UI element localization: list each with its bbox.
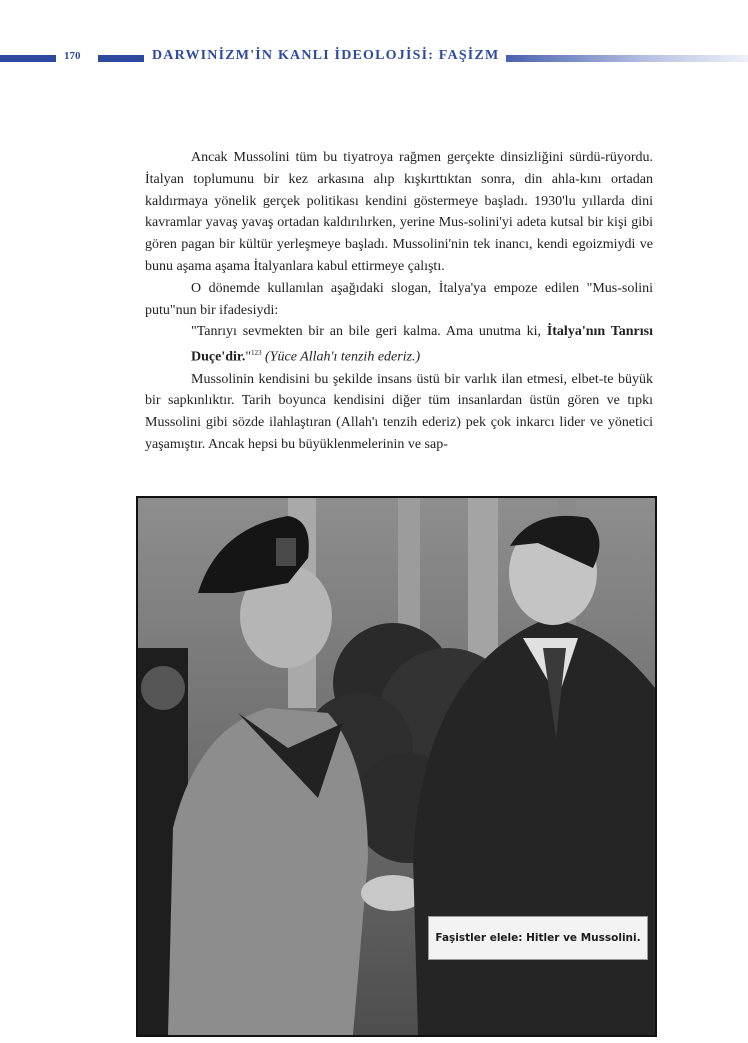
header-rule-middle xyxy=(98,55,144,62)
paragraph-2: O dönemde kullanılan aşağıdaki slogan, İtalya'ya empoze edilen "Mus-solini putu"nun bir ifadesiydi: xyxy=(145,280,653,318)
body-text xyxy=(145,147,653,456)
quote-bold-text: İtalya'nın Tanrısı Duçe'dir. xyxy=(191,324,653,365)
header-rule-left xyxy=(0,55,56,62)
photo-caption-box xyxy=(429,917,647,959)
running-title: DARWINİZM'İN KANLI İDEOLOJİSİ: FAŞİZM xyxy=(152,48,500,63)
paragraph-3: Mussolinin kendisini bu şekilde insans üstü bir varlık ilan etmesi, elbet-te büyük bir sapkınlıktır. Tarih boyunca kendisini diğer tüm insanlardan üstün gören ve tıpkı Mussolini gibi sözde ilahlaştıran (Allah'ı tenzih ederiz) pek çok inkarcı lider ve yönetici yaşamıştır. Ancak hepsi bu büyüklenmelerinin ve sap- xyxy=(145,371,653,453)
quote-italic-note: (Yüce Allah'ı tenzih ederiz.) xyxy=(265,349,421,365)
slogan-quote xyxy=(145,321,653,368)
header-rule-gradient xyxy=(506,55,748,62)
paragraph-1: Ancak Mussolini tüm bu tiyatroya rağmen gerçekte dinsizliğini sürdü-rüyordu. İtalyan toplumunu bir kez arkasına alıp kışkırttıktan sonra, din ahla-kını ortadan kaldırmaya yönelik gerçek politikası kendini göstermeye başladı. 1930'lu yıllarda dini kavramlar yavaş yavaş ortadan kaldırılırken, yerine Mus-solini'yi adeta kutsal bir kişi gibi gören pagan bir kültür yerleşmeye başladı. Mussolini'nin tek inancı, kendi egoizmiydi ve bunu aşama aşama İtalyanlara kabul ettirmeye çalıştı. xyxy=(145,150,653,274)
photo-caption: Faşistler elele: Hitler ve Mussolini. xyxy=(435,932,641,944)
page-number: 170 xyxy=(64,50,81,62)
quote-close: " xyxy=(245,349,252,365)
footnote-ref: 123 xyxy=(251,349,262,358)
quote-text: "Tanrıyı sevmekten bir an bile geri kalma. Ama unutma ki, xyxy=(191,324,547,340)
